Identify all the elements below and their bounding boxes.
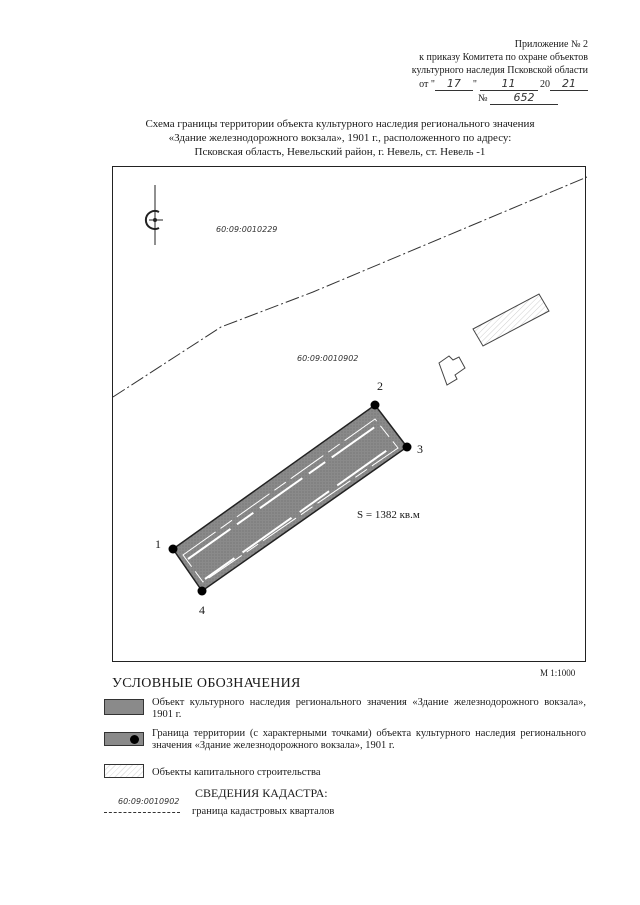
cadastre-title: СВЕДЕНИЯ КАДАСТРА: <box>195 786 328 800</box>
date-day: 17 <box>435 77 473 91</box>
heritage-symbol <box>104 699 144 715</box>
heritage-territory <box>169 401 412 596</box>
boundary-point-3 <box>403 443 412 452</box>
territory-boundary <box>173 405 407 591</box>
area-label: S = 1382 кв.м <box>357 509 420 521</box>
legend-item-boundary: Граница территории (с характерными точками) объекта культурного наследия регионального значения «Здание железнодорожного вокзала», 1901 г. <box>104 728 586 756</box>
point-label-3: 3 <box>417 442 423 456</box>
appendix-header <box>338 38 588 105</box>
appendix-title: Приложение № 2 <box>514 39 588 50</box>
order-number: 652 <box>490 91 558 105</box>
appendix-committee-line: культурного наследия Псковской области <box>411 65 588 76</box>
cadastre-sample-label: 60:09:0010902 <box>118 797 180 806</box>
appendix-date: от " 17 " 11 20 21 <box>338 77 588 91</box>
cadastral-label-north: 60:09:0010229 <box>216 225 278 234</box>
boundary-point-icon <box>130 735 139 744</box>
point-label-2: 2 <box>377 379 383 393</box>
appendix-order-line: к приказу Комитета по охране объектов <box>419 52 588 63</box>
scheme-title: Схема границы территории объекта культурного наследия регионального значения «Здание железнодорожного вокзала», 1901 г., расположенного по адресу: Псковская область, Невельский район, г. Невель, ст. Невель -1 <box>145 118 535 158</box>
map-frame <box>112 166 586 662</box>
legend-item-capital: Объекты капитального строительства <box>104 764 586 782</box>
date-year: 21 <box>550 77 588 91</box>
boundary-point-4 <box>198 587 207 596</box>
north-arrow-icon <box>146 185 163 245</box>
boundary-symbol <box>104 732 144 746</box>
cadastre-boundary-text: граница кадастровых кварталов <box>192 806 335 817</box>
map-canvas <box>113 167 587 663</box>
legend-item-heritage: Объект культурного наследия регионального значения «Здание железнодорожного вокзала», 1901 г. <box>104 697 586 725</box>
capital-building-1 <box>473 294 549 346</box>
appendix-number: № 652 <box>338 91 558 105</box>
boundary-point-1 <box>169 545 178 554</box>
cadastral-boundary-line <box>113 177 587 397</box>
boundary-point-2 <box>371 401 380 410</box>
capital-building-symbol <box>104 764 144 778</box>
capital-building-2 <box>439 356 465 385</box>
point-label-1: 1 <box>155 537 161 551</box>
cadastral-label-south: 60:09:0010902 <box>297 354 359 363</box>
date-month: 11 <box>480 77 538 91</box>
point-label-4: 4 <box>199 603 205 617</box>
legend-title: УСЛОВНЫЕ ОБОЗНАЧЕНИЯ <box>112 676 301 691</box>
cadastre-boundary-symbol <box>104 812 180 813</box>
map-scale: М 1:1000 <box>540 668 576 678</box>
